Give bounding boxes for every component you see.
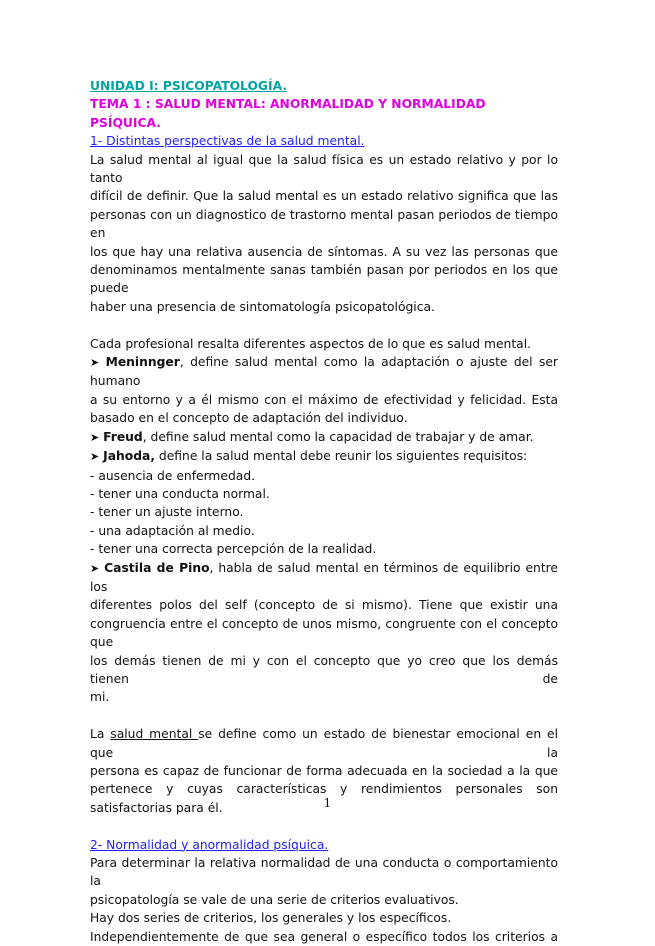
castilla-line: diferentes polos del self (concepto de si mismo). Tiene que existir una xyxy=(90,598,558,613)
p3-term: salud mental xyxy=(110,727,199,742)
document-page xyxy=(90,77,558,946)
castilla-line: los demás tienen de mi y con el concepto que yo creo que los demás tienen de xyxy=(90,653,558,686)
menninger-line: a su entorno y a él mismo con el máximo de efectividad y felicidad. Esta xyxy=(90,392,558,407)
p4-line: psicopatología se vale de una serie de criterios evaluativos. xyxy=(90,892,459,907)
castilla-text: , habla de salud mental en términos de equilibrio entre los xyxy=(90,560,558,594)
unit-title: UNIDAD I: PSICOPATOLOGÍA. xyxy=(90,79,287,93)
p3-line: satisfactorias para él. xyxy=(90,800,223,815)
p3-text: se define como un estado de bienestar emocional en el que la xyxy=(90,727,559,760)
p2-intro: Cada profesional resalta diferentes aspectos de lo que es salud mental. xyxy=(90,336,532,351)
arrow-bullet-icon: ➤ xyxy=(90,561,100,575)
jahoda-item: - una adaptación al medio. xyxy=(90,523,255,538)
page-number: 1 xyxy=(323,796,332,810)
jahoda-name: Jahoda, xyxy=(103,449,155,464)
p3-pre: La xyxy=(90,727,111,742)
arrow-bullet-icon: ➤ xyxy=(90,430,100,444)
jahoda-item: - tener una correcta percepción de la realidad. xyxy=(90,542,377,557)
freud-text: , define salud mental como la capacidad de trabajar y de amar. xyxy=(142,429,534,444)
castilla-line xyxy=(90,559,558,597)
jahoda-item: - tener un ajuste interno. xyxy=(90,505,244,520)
jahoda-item: - tener una conducta normal. xyxy=(90,486,270,501)
p3-line: pertenece y cuyas características y rendimientos personales son xyxy=(90,782,558,797)
blank-line xyxy=(90,707,558,725)
arrow-bullet-icon: ➤ xyxy=(90,356,100,370)
menninger-text: , define salud mental como la adaptación o ajuste del ser humano xyxy=(90,355,558,389)
p3-line: persona es capaz de funcionar de forma adecuada en la sociedad a la que xyxy=(90,764,558,778)
section1-title: 1- Distintas perspectivas de la salud mental. xyxy=(90,134,365,149)
p1-line: haber una presencia de sintomatología psicopatológica. xyxy=(90,299,435,314)
castilla-line: congruencia entre el concepto de unos mismo, congruente con el concepto que xyxy=(90,616,558,650)
p1-line: denominamos mentalmente sanas también pasan por periodos en los que puede xyxy=(90,263,558,296)
p1-line: personas con un diagnostico de trastorno mental pasan periodos de tiempo en xyxy=(90,207,558,241)
p1-line: La salud mental al igual que la salud física es un estado relativo y por lo tanto xyxy=(90,152,558,186)
p1-line: los que hay una relativa ausencia de síntomas. A su vez las personas que xyxy=(90,244,558,259)
castilla-line: mi. xyxy=(90,690,110,705)
blank-line xyxy=(90,316,558,334)
jahoda-item: - ausencia de enfermedad. xyxy=(90,468,256,483)
freud-line xyxy=(90,428,558,447)
jahoda-line xyxy=(90,447,558,466)
arrow-bullet-icon: ➤ xyxy=(90,450,100,464)
freud-name: Freud xyxy=(103,429,143,444)
topic-title-line1: TEMA 1 : SALUD MENTAL: ANORMALIDAD Y NORMALIDAD xyxy=(90,97,486,112)
menninger-line xyxy=(90,353,558,391)
p4-line: Para determinar la relativa normalidad de una conducta o comportamiento la xyxy=(90,856,558,889)
p3-line xyxy=(90,725,558,762)
topic-title-line2: PSÍQUICA. xyxy=(90,115,161,130)
blank-line xyxy=(90,817,558,835)
p6-line: Independientemente de que sea general o específico todos los criterios a xyxy=(90,929,558,944)
p1-line: difícil de definir. Que la salud mental es un estado relativo significa que las xyxy=(90,189,558,204)
castilla-name: Castila de Pino xyxy=(104,560,210,575)
menninger-line: basado en el concepto de adaptación del individuo. xyxy=(90,411,408,426)
jahoda-text: define la salud mental debe reunir los siguientes requisitos: xyxy=(155,449,528,464)
p5-line: Hay dos series de criterios, los generales y los específicos. xyxy=(90,911,452,926)
menninger-name: Meninnger xyxy=(105,355,180,370)
section2-title: 2- Normalidad y anormalidad psíquica. xyxy=(90,837,329,852)
